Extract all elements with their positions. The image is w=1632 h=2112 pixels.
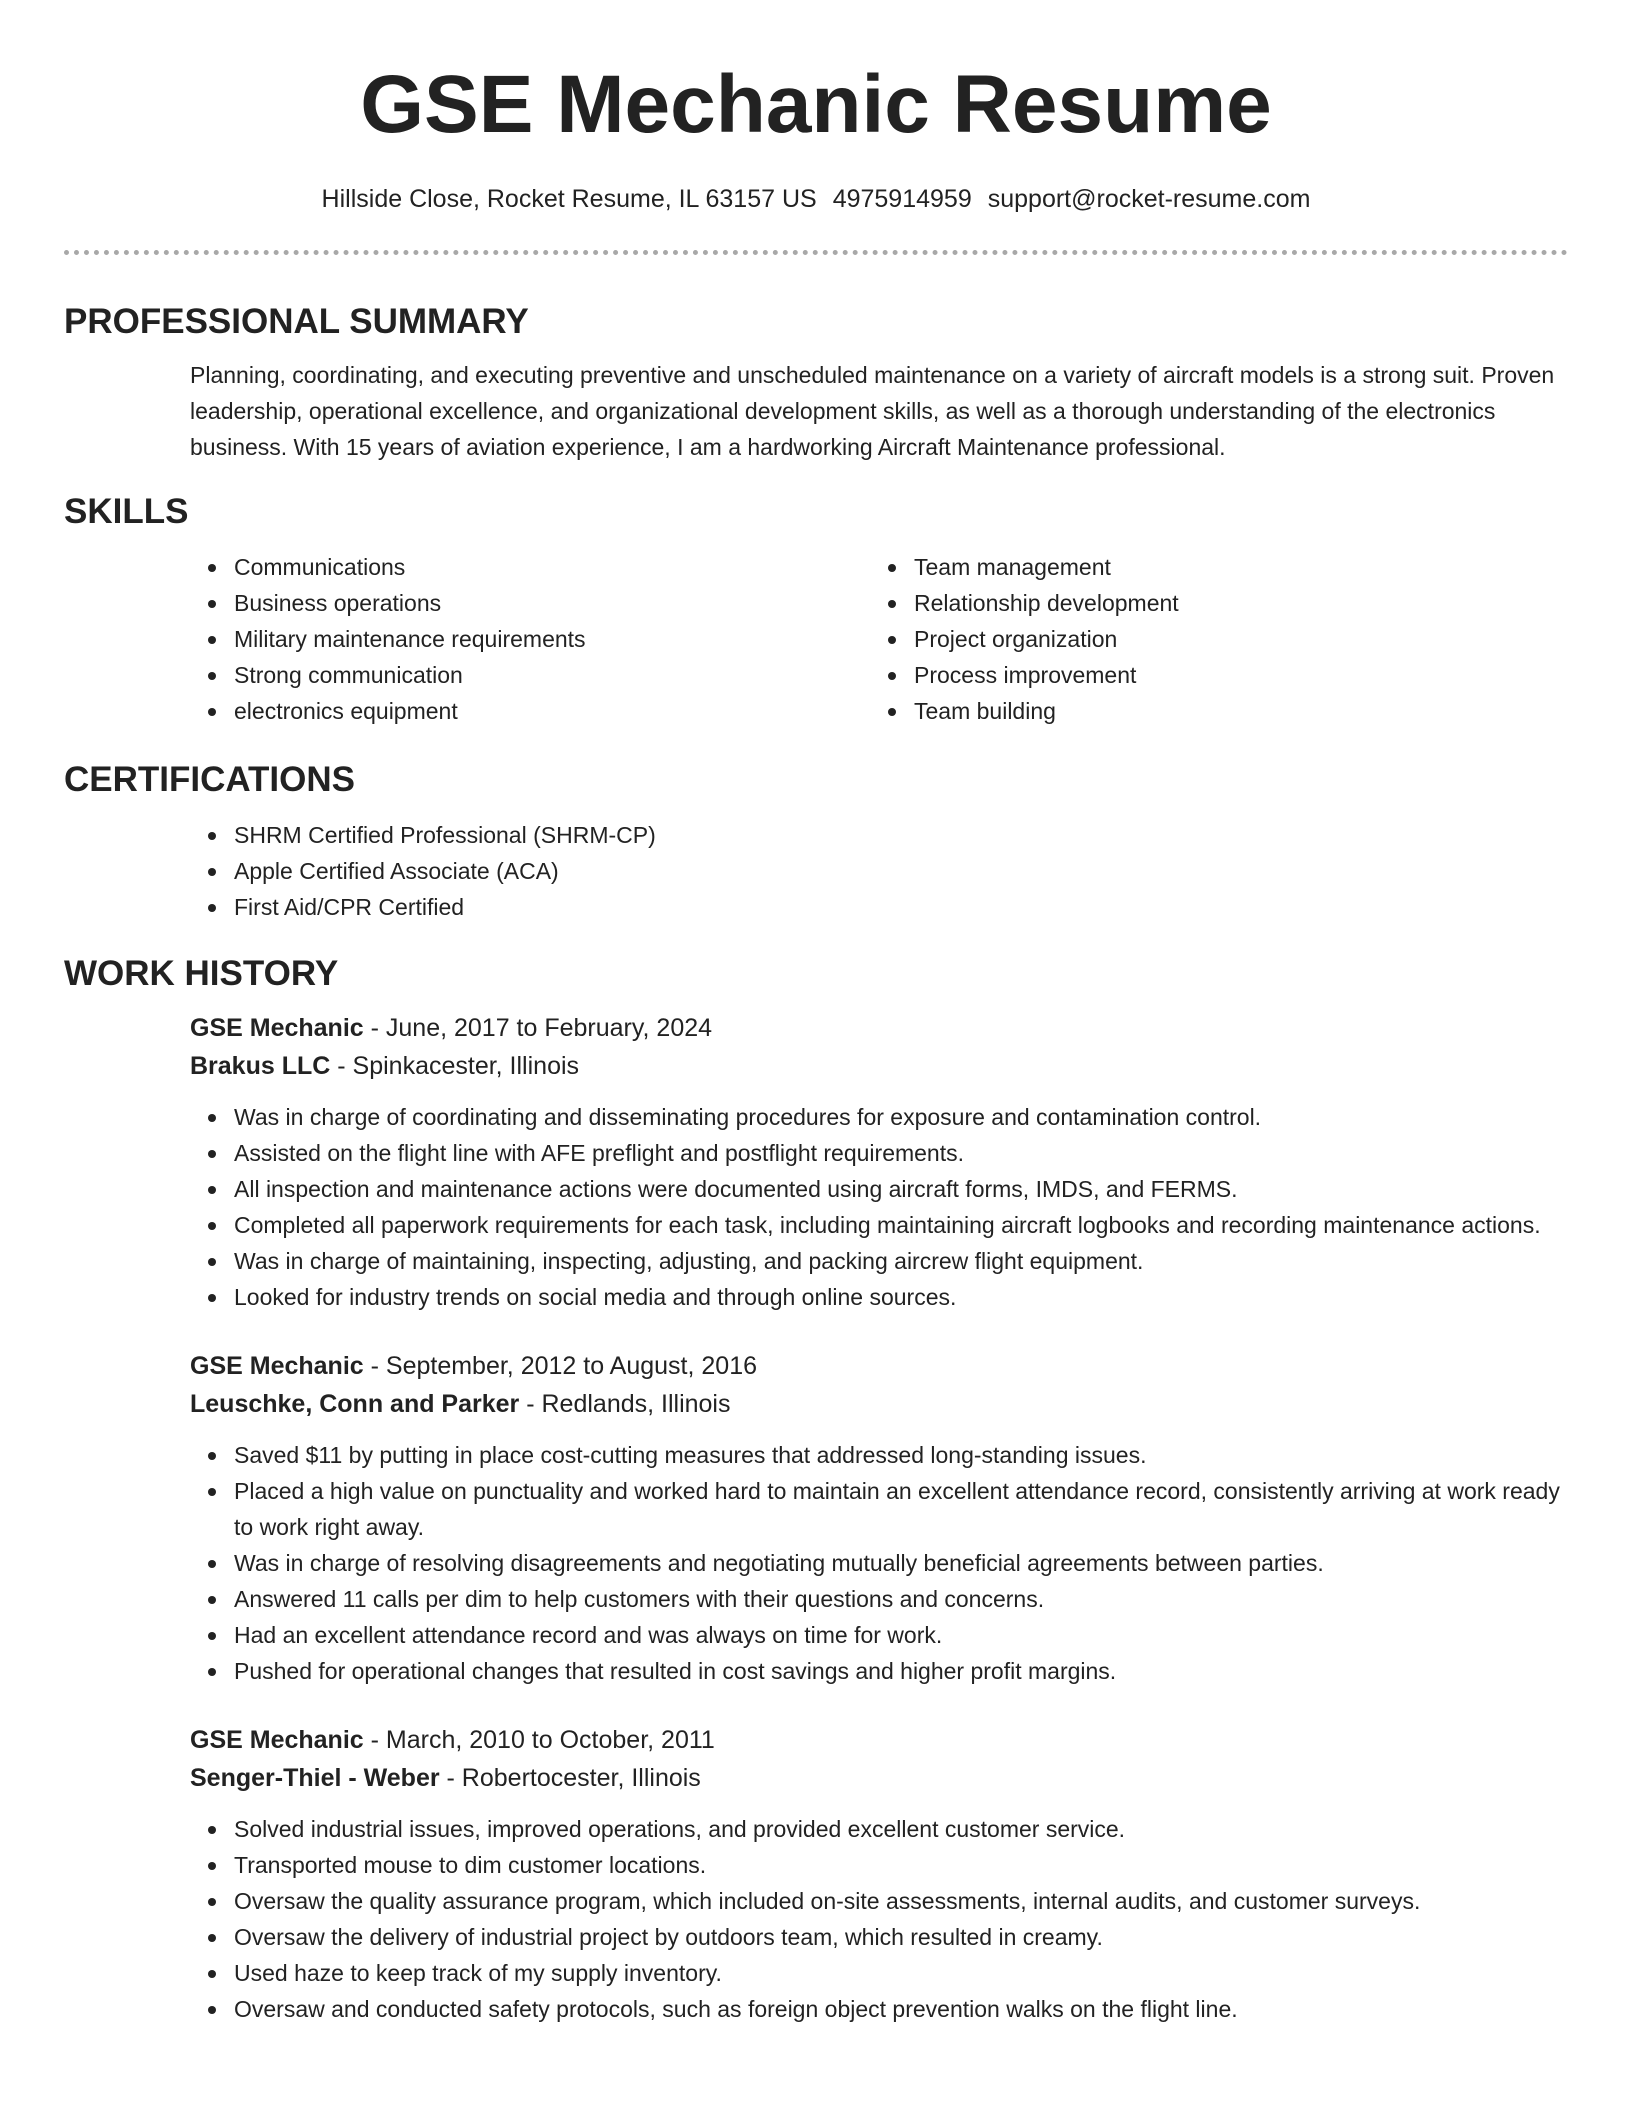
summary-heading: PROFESSIONAL SUMMARY [64, 302, 529, 341]
skills-list [190, 549, 1568, 729]
skill-item: Team management [870, 549, 1550, 585]
job-company: Brakus LLC [190, 1052, 331, 1080]
job-title: GSE Mechanic [190, 1726, 364, 1754]
skill-item: Strong communication [190, 657, 870, 693]
job-location: - Redlands, Illinois [519, 1390, 731, 1418]
job-entry [190, 1721, 1568, 2027]
contact-email[interactable]: support@rocket-resume.com [987, 185, 1311, 213]
job-duty: Pushed for operational changes that resulted in cost savings and higher profit margins. [190, 1653, 1568, 1689]
job-location: - Spinkacester, Illinois [330, 1052, 580, 1080]
job-duty: Transported mouse to dim customer locations. [190, 1847, 1568, 1883]
header-divider [64, 250, 1568, 255]
job-entry [190, 1009, 1568, 1315]
job-company-line [190, 1385, 1568, 1423]
job-dates: - September, 2012 to August, 2016 [363, 1352, 758, 1380]
job-duty: Oversaw the delivery of industrial project by outdoors team, which resulted in creamy. [190, 1919, 1568, 1955]
job-duty: Solved industrial issues, improved operations, and provided excellent customer service. [190, 1811, 1568, 1847]
job-company-line [190, 1047, 1568, 1085]
certifications-heading: CERTIFICATIONS [64, 760, 356, 799]
certification-item: SHRM Certified Professional (SHRM-CP) [190, 817, 1568, 853]
job-title: GSE Mechanic [190, 1014, 364, 1042]
skill-item: Business operations [190, 585, 870, 621]
job-title-line [190, 1009, 1568, 1047]
skill-item: Relationship development [870, 585, 1550, 621]
certifications-list [190, 817, 1568, 925]
skill-item: electronics equipment [190, 693, 870, 729]
contact-address: Hillside Close, Rocket Resume, IL 63157 US [321, 185, 817, 213]
job-duties [190, 1811, 1568, 2027]
skills-column-left [190, 549, 870, 729]
job-duty: Was in charge of maintaining, inspecting, adjusting, and packing aircrew flight equipment. [190, 1243, 1568, 1279]
job-company: Leuschke, Conn and Parker [190, 1390, 520, 1418]
job-company: Senger-Thiel - Weber [190, 1764, 440, 1792]
job-duty: Oversaw the quality assurance program, which included on-site assessments, internal audits, and customer surveys. [190, 1883, 1568, 1919]
job-duty: Looked for industry trends on social media and through online sources. [190, 1279, 1568, 1315]
job-title-line [190, 1721, 1568, 1759]
skill-item: Military maintenance requirements [190, 621, 870, 657]
contact-line [64, 184, 1568, 214]
job-duty: Oversaw and conducted safety protocols, such as foreign object prevention walks on the flight line. [190, 1991, 1568, 2027]
certification-item: First Aid/CPR Certified [190, 889, 1568, 925]
job-duty: Had an excellent attendance record and was always on time for work. [190, 1617, 1568, 1653]
skill-item: Team building [870, 693, 1550, 729]
job-duty: Saved $11 by putting in place cost-cutting measures that addressed long-standing issues. [190, 1437, 1568, 1473]
job-duty: Used haze to keep track of my supply inventory. [190, 1955, 1568, 1991]
skill-item: Communications [190, 549, 870, 585]
job-location: - Robertocester, Illinois [439, 1764, 701, 1792]
job-title-line [190, 1347, 1568, 1385]
skill-item: Project organization [870, 621, 1550, 657]
work-history-heading: WORK HISTORY [64, 954, 339, 993]
job-company-line [190, 1759, 1568, 1797]
resume-title: GSE Mechanic Resume [360, 59, 1272, 150]
skills-column-right [870, 549, 1550, 729]
job-duty: Placed a high value on punctuality and worked hard to maintain an excellent attendance record, consistently arriving at work ready to work right away. [190, 1473, 1568, 1545]
summary-text: Planning, coordinating, and executing preventive and unscheduled maintenance on a variety of aircraft models is a strong suit. Proven leadership, operational excellence, and organizational development skills, as well as a thorough understanding of the electronics business. With 15 years of aviation experience, I am a hardworking Aircraft Maintenance professional. [190, 362, 1555, 460]
skills-heading: SKILLS [64, 492, 189, 531]
job-duty: Completed all paperwork requirements for each task, including maintaining aircraft logbooks and recording maintenance actions. [190, 1207, 1568, 1243]
job-duty: Assisted on the flight line with AFE preflight and postflight requirements. [190, 1135, 1568, 1171]
job-duties [190, 1437, 1568, 1689]
job-duties [190, 1099, 1568, 1315]
job-duty: Was in charge of coordinating and disseminating procedures for exposure and contamination control. [190, 1099, 1568, 1135]
certification-item: Apple Certified Associate (ACA) [190, 853, 1568, 889]
job-duty: Was in charge of resolving disagreements and negotiating mutually beneficial agreements between parties. [190, 1545, 1568, 1581]
resume-page [64, 0, 1568, 2027]
job-dates: - March, 2010 to October, 2011 [363, 1726, 715, 1754]
job-entry [190, 1347, 1568, 1689]
job-dates: - June, 2017 to February, 2024 [363, 1014, 713, 1042]
skill-item: Process improvement [870, 657, 1550, 693]
job-title: GSE Mechanic [190, 1352, 364, 1380]
job-duty: Answered 11 calls per dim to help customers with their questions and concerns. [190, 1581, 1568, 1617]
job-duty: All inspection and maintenance actions were documented using aircraft forms, IMDS, and FERMS. [190, 1171, 1568, 1207]
contact-phone: 4975914959 [832, 185, 972, 213]
